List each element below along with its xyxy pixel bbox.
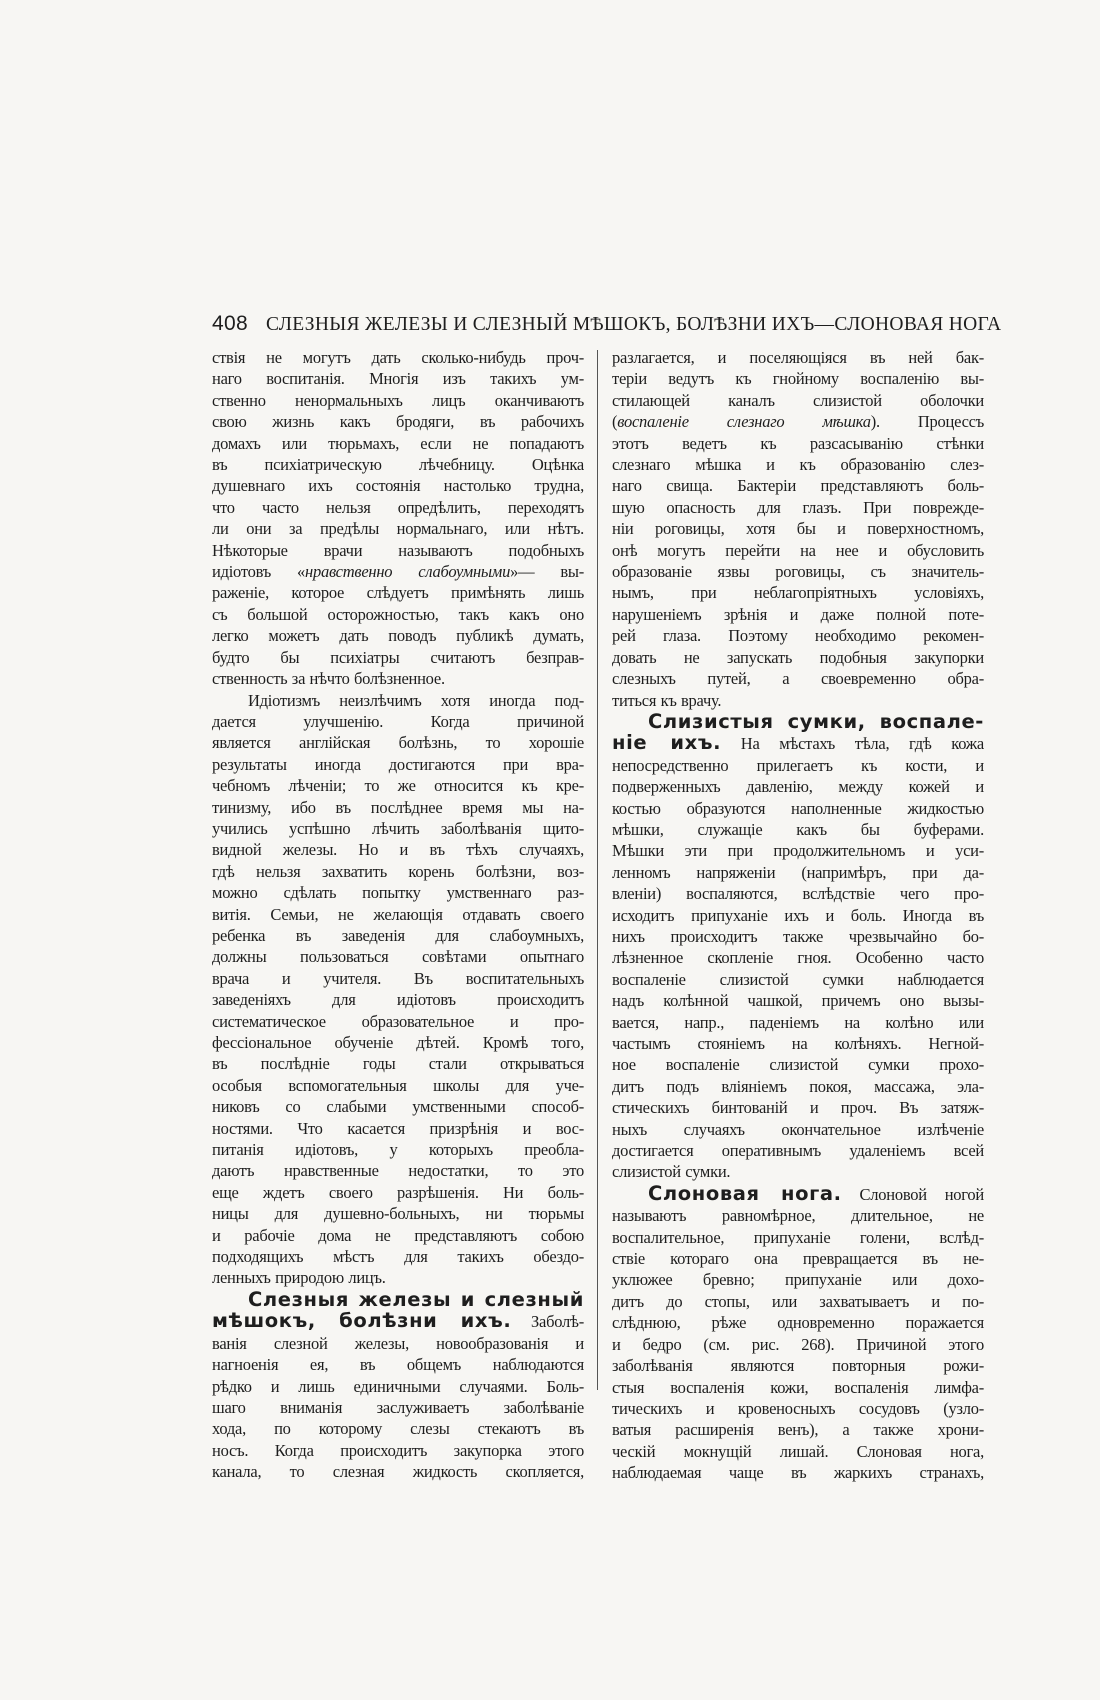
text-line: является англійская болѣзнь, то хорошіе: [212, 733, 584, 753]
text-line: домахъ или тюрьмахъ, если не попадаютъ: [212, 433, 584, 453]
text-line: титься къ врачу.: [612, 690, 722, 710]
text-line: воспалительное, припуханіе голени, вслѣд-: [612, 1227, 984, 1247]
text-line: достигается оперативнымъ удаленіемъ всей: [612, 1141, 984, 1161]
text-line: [612, 1183, 984, 1205]
text-line: чебномъ лѣченіи; то же относится къ кре-: [212, 776, 584, 796]
italic-term: нравственно слабоумными: [305, 562, 511, 582]
text-line: съ большой осторожностью, такъ какъ оно: [212, 604, 584, 624]
text-line: [612, 411, 984, 432]
text-fragment: идіотовъ «: [212, 562, 306, 582]
section-heading: Слезныя железы и слезный: [248, 1287, 584, 1311]
text-line: нарушеніемъ зрѣнія и даже полной поте-: [612, 604, 984, 624]
text-line: ли они за предѣлы нормальнаго, или нѣтъ.: [212, 519, 584, 539]
running-title: СЛЕЗНЫЯ ЖЕЛЕЗЫ И СЛЕЗНЫЙ МѢШОКЪ, БОЛѢЗНИ ИХЪ—СЛОНОВАЯ НОГА: [265, 314, 1002, 335]
text-line: наго свища. Бактеріи представляютъ боль-: [612, 476, 984, 496]
text-line: стыя воспаленія кожи, воспаленія лимфа-: [612, 1377, 984, 1397]
text-line: даютъ нравственные недостатки, то это: [212, 1161, 584, 1181]
text-line: ствіе котораго она превращается въ не-: [612, 1249, 984, 1269]
text-line: Нѣкоторые врачи называютъ подобныхъ: [212, 540, 584, 560]
text-line: костью образуются наполненные жидкостью: [612, 798, 984, 818]
text-line: рей глаза. Поэтому необходимо рекомен-: [612, 626, 984, 646]
text-line: нагноенія ея, въ общемъ наблюдаются: [212, 1355, 584, 1375]
text-line: учились успѣшно лѣчить заболѣванія щито-: [212, 818, 584, 838]
right-column: [612, 347, 984, 1484]
section-heading: Слоновая нога.: [648, 1181, 842, 1205]
page-header: [212, 312, 1002, 336]
text-line: [612, 732, 984, 754]
text-line: шаго вниманія заслуживаетъ заболѣваніе: [212, 1397, 584, 1417]
text-line: что часто нельзя опредѣлить, переходятъ: [212, 497, 584, 517]
section-mucous-bursae: [612, 711, 984, 1183]
text-line: витія. Семьи, не желающія отдавать своего: [212, 904, 584, 924]
text-line: дитъ подъ вліяніемъ покоя, массажа, эла-: [612, 1076, 984, 1096]
text-line: и рабочіе дома не представляютъ собою: [212, 1225, 584, 1245]
text-line: наблюдаемая чаще въ жаркихъ странахъ,: [612, 1463, 984, 1483]
text-line: вленіи) воспаляются, вслѣдствіе чего про-: [612, 884, 984, 904]
text-line: ственно ненормальныхъ лицъ оканчиваютъ: [212, 390, 584, 410]
text-line: гдѣ нельзя захватить корень болѣзни, воз-: [212, 861, 584, 881]
text-line: мѣшки, служащіе какъ бы буферами.: [612, 819, 984, 839]
text-line: ческій мокнущій лишай. Слоновая нога,: [612, 1441, 984, 1461]
section-heading: ніе ихъ.: [612, 731, 722, 755]
text-line: систематическое образовательное и про-: [212, 1011, 584, 1031]
text-line: ностями. Что касается призрѣнія и вос-: [212, 1118, 584, 1138]
text-line: уклюжее бревно; припуханіе или дохо-: [612, 1270, 984, 1290]
text-line: носъ. Когда происходитъ закупорка этого: [212, 1440, 584, 1460]
text-line: ленномъ напряженіи (напримѣръ, при да-: [612, 862, 984, 882]
text-line: будто бы психіатры считаютъ безправ-: [212, 647, 584, 667]
text-fragment: На мѣстахъ тѣла, гдѣ кожа: [721, 734, 985, 754]
text-line: ствія не могутъ дать сколько-нибудь проч-: [212, 348, 584, 367]
text-line: лѣзненное скопленіе гноя. Особенно часто: [612, 948, 984, 968]
paragraph-idiocy-treatment: [212, 690, 584, 1289]
text-line: слѣднюю, рѣже одновременно поражается: [612, 1313, 984, 1333]
text-line: слезнаго мѣшка и къ образованію слез-: [612, 455, 984, 475]
text-line: ственность за нѣчто болѣзненное.: [212, 669, 445, 689]
left-column: [212, 347, 584, 1483]
paragraph-idiocy-upbringing: [212, 347, 584, 690]
text-line: канала, то слезная жидкость скопляется,: [212, 1462, 584, 1482]
text-line: тинизму, ибо въ послѣднее время мы на-: [212, 797, 584, 817]
text-line: дается улучшенію. Когда причиной: [212, 711, 584, 731]
text-line: образованіе язвы роговицы, съ значитель-: [612, 562, 984, 582]
text-line: ленныхъ природою лицъ.: [212, 1268, 386, 1288]
text-line: въ послѣдніе годы стали открываться: [212, 1054, 584, 1074]
text-line: этотъ ведетъ къ разсасыванію стѣнки: [612, 433, 984, 453]
text-line: дитъ до стопы, или захватываетъ и по-: [612, 1291, 984, 1311]
text-fragment: Заболѣ-: [511, 1312, 584, 1332]
text-line: легко можетъ дать поводъ публикѣ думать,: [212, 626, 584, 646]
text-fragment: ). Процессъ: [870, 412, 985, 432]
text-line: заведеніяхъ для идіотовъ происходитъ: [212, 990, 584, 1010]
text-line: видной железы. Но и въ тѣхъ случаяхъ,: [212, 840, 584, 860]
text-line: результаты иногда достигаются при вра-: [212, 754, 584, 774]
text-line: ныхъ случаяхъ окончательное излѣченіе: [612, 1119, 984, 1139]
section-elephantiasis: [612, 1183, 984, 1484]
column-divider: [597, 350, 598, 1390]
text-line: особыя вспомогательныя школы для уче-: [212, 1075, 584, 1095]
text-line: должны пользоваться совѣтами опытнаго: [212, 947, 584, 967]
text-line: слизистой сумки.: [612, 1162, 731, 1182]
text-line: шую опасность для глазъ. При поврежде-: [612, 497, 984, 517]
text-line: фессіональное обученіе дѣтей. Кромѣ того,: [212, 1033, 584, 1052]
text-line: свою жизнь какъ бродяги, въ рабочихъ: [212, 412, 584, 432]
paragraph-lacrimal-sac: [612, 347, 984, 711]
text-line: подверженныхъ давленію, между кожей и: [612, 777, 984, 797]
text-line: подходящихъ мѣстъ для такихъ обездо-: [212, 1247, 584, 1267]
text-line: довать не запускать подобныя закупорки: [612, 647, 984, 667]
text-line: вается, напр., паденіемъ на колѣно или: [612, 1012, 984, 1032]
text-line: [212, 561, 584, 582]
text-line: Мѣшки эти при продолжительномъ и уси-: [612, 841, 984, 861]
text-line: наго воспитанія. Многія изъ такихъ ум-: [212, 369, 584, 389]
text-line: ребенка въ заведенія для слабоумныхъ,: [212, 925, 584, 945]
text-line: ницы для душевно-больныхъ, ни тюрьмы: [212, 1204, 584, 1224]
text-line: непосредственно прилегаетъ къ кости, и: [612, 755, 984, 775]
text-line: [212, 1310, 584, 1332]
text-line: ное воспаленіе слизистой сумки прохо-: [612, 1055, 984, 1075]
text-line: стилающей каналъ слизистой оболочки: [612, 390, 984, 410]
text-line: теріи ведутъ къ гнойному воспаленію вы-: [612, 369, 984, 389]
text-line: можно сдѣлать попытку умственнаго раз-: [212, 883, 584, 903]
text-line: въ психіатрическую лѣчебницу. Оцѣнка: [212, 455, 584, 475]
text-line: заболѣванія являются повторныя рожи-: [612, 1356, 984, 1376]
text-fragment: »— вы-: [510, 562, 584, 582]
text-line: частымъ стояніемъ на колѣняхъ. Негной-: [612, 1034, 984, 1053]
text-line: надъ колѣнной чашкой, причемъ оно вызы-: [612, 991, 984, 1011]
text-line: ніи роговицы, хотя бы и поверхностномъ,: [612, 519, 984, 539]
text-line: ванія слезной железы, новообразованія и: [212, 1333, 584, 1353]
italic-term: воспаленіе слезнаго мѣшка: [617, 412, 871, 432]
text-line: исходитъ припуханіе ихъ и боль. Иногда въ: [612, 905, 984, 925]
text-line: раженіе, которое слѣдуетъ примѣнять лишь: [212, 583, 584, 603]
text-line: никовъ со слабыми умственными способ-: [212, 1097, 584, 1117]
text-line: Идіотизмъ неизлѣчимъ хотя иногда под-: [248, 690, 584, 710]
page-number: 408: [212, 312, 248, 335]
section-heading: Слизистыя сумки, воспале-: [648, 709, 984, 733]
text-line: еще ждетъ своего разрѣшенія. Ни боль-: [212, 1182, 584, 1202]
text-line: онѣ могутъ перейти на нее и обусловить: [612, 540, 984, 560]
text-fragment: (: [612, 412, 618, 432]
text-line: рѣдко и лишь единичными случаями. Боль-: [212, 1376, 584, 1396]
text-line: душевнаго ихъ состоянія настолько трудна,: [212, 476, 584, 496]
text-line: тическихъ и кровеносныхъ сосудовъ (узло-: [612, 1398, 984, 1418]
text-line: стическихъ бинтованій и проч. Въ затяж-: [612, 1098, 984, 1118]
text-line: нихъ происходитъ также чрезвычайно бо-: [612, 926, 984, 946]
text-line: хода, по которому слезы стекаютъ въ: [212, 1419, 584, 1439]
section-heading: мѣшокъ, болѣзни ихъ.: [212, 1309, 512, 1333]
text-line: питанія идіотовъ, у которыхъ преобла-: [212, 1140, 584, 1160]
section-lacrimal-glands: [212, 1289, 584, 1483]
text-line: слезныхъ путей, а своевременно обра-: [612, 669, 984, 689]
text-line: ватыя расширенія венъ), а также хрони-: [612, 1420, 984, 1440]
text-fragment: Слоновой ногой: [841, 1184, 984, 1204]
text-line: воспаленіе слизистой сумки наблюдается: [612, 969, 984, 989]
text-line: нымъ, при неблагопріятныхъ условіяхъ,: [612, 583, 984, 603]
text-line: называютъ равномѣрное, длительное, не: [612, 1206, 984, 1226]
text-line: и бедро (см. рис. 268). Причиной этого: [612, 1334, 984, 1354]
text-line: врача и учителя. Въ воспитательныхъ: [212, 968, 584, 988]
text-line: разлагается, и поселяющіяся въ ней бак-: [612, 348, 984, 367]
